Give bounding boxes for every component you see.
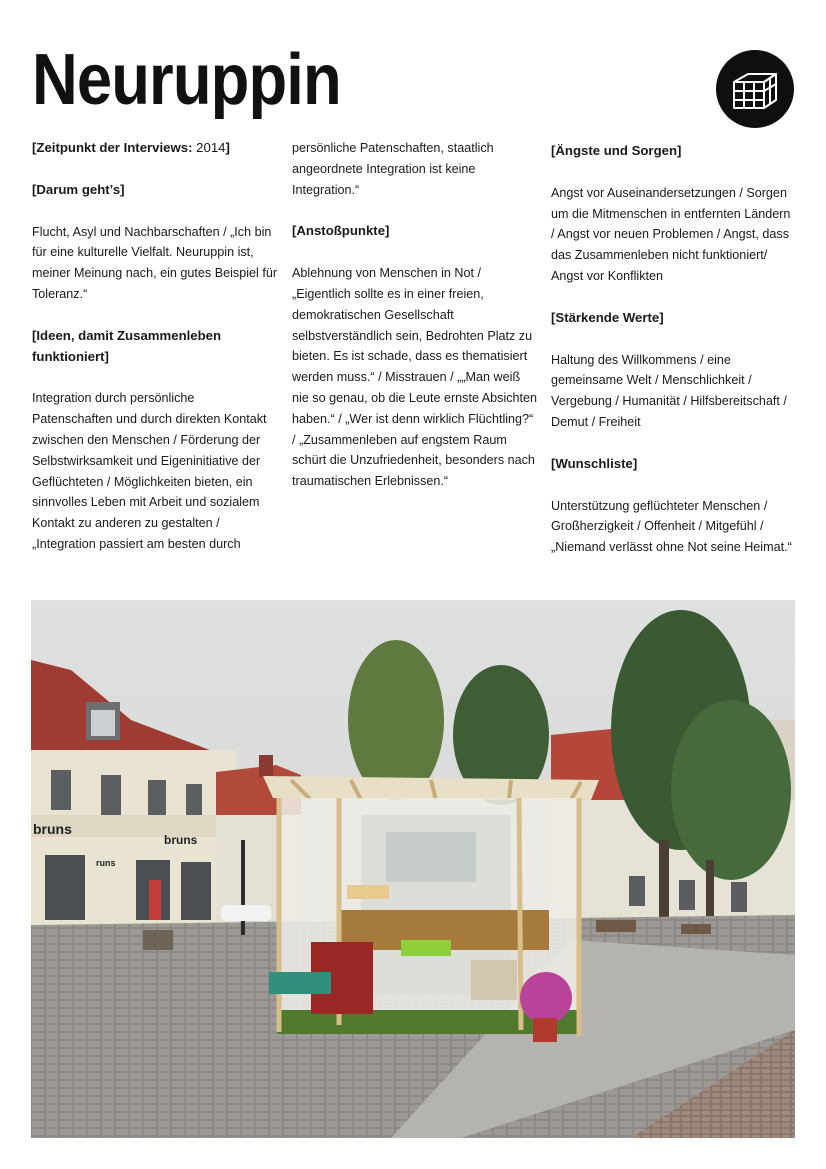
zeitpunkt-value: 2014 <box>196 140 226 155</box>
shop-sign-1: bruns <box>33 821 72 837</box>
darum-heading: [Darum geht’s] <box>32 181 125 197</box>
werte-text: Haltung des Willkommens / eine gemeinsame Welt / Menschlichkeit / Vergebung / Humanität / Hilfsbereitschaft / Demut / Freiheit <box>551 352 787 429</box>
page-title: Neuruppin <box>32 40 341 120</box>
darum-text: Flucht, Asyl und Nachbarschaften / „Ich bin für eine kulturelle Vielfalt. Neuruppin ist, meiner Meinung nach, ein gutes Beispiel für Toleranz.“ <box>32 224 278 301</box>
aengste-heading: [Ängste und Sorgen] <box>551 143 682 158</box>
photo-illustration <box>31 600 795 1138</box>
ideen-text-continued: persönliche Patenschaften, staatlich angeordnete Integration ist keine Integration.“ <box>292 141 494 197</box>
zeitpunkt-close: ] <box>225 140 230 155</box>
zeitpunkt-heading <box>32 138 278 159</box>
column-2 <box>292 138 538 513</box>
column-1 <box>32 138 278 576</box>
shop-sign-3: runs <box>96 858 116 868</box>
town-square-photo <box>31 600 795 1138</box>
werte-heading: [Stärkende Werte] <box>551 309 664 325</box>
anstoss-text: Ablehnung von Menschen in Not / „Eigentlich sollte es in einer freien, demokratischen Gesellschaft selbstverständlich sein, Bedrohten Platz zu bieten. Es ist schade, dass es thematisiert werden muss.“ / Misstrauen / „„Man weiß nie so genau, ob die Leute ernste Absichten haben.“ / „Wer ist denn wirklich Flüchtling?“ / „Zusammenleben auf engstem Raum schürt die Unzufriedenheit, besonders nach traumatischen Erlebnissen.“ <box>292 266 538 489</box>
wunsch-text: Unterstützung geflüchteter Menschen / Großherzigkeit / Offenheit / Mitgefühl / „Niemand verlässt ohne Not seine Heimat.“ <box>551 498 792 555</box>
pavilion <box>263 776 599 1042</box>
pavilion-logo-icon <box>716 50 794 128</box>
wunsch-heading: [Wunschliste] <box>551 455 638 471</box>
tree-left <box>348 640 444 800</box>
ideen-heading: [Ideen, damit Zusammenleben funktioniert] <box>32 327 222 364</box>
column-3 <box>551 141 795 579</box>
shop-sign-2: bruns <box>164 833 198 847</box>
ideen-text: Integration durch persönliche Patenschaften und durch direkten Kontakt zwischen den Menschen / Förderung der Selbstwirksamkeit und Eigeninitiative der Geflüchteten / Möglichkeiten bieten, ein sinnvolles Leben mit Arbeit und sozialem Kontakt zu anderen zu gestalten / „Integration passiert am besten durch <box>32 391 267 551</box>
aengste-text: Angst vor Auseinandersetzungen / Sorgen um die Mitmenschen in entfernten Ländern / Angst vor neuen Problemen / Angst, dass das Zusammenleben nicht funktioniert/ Angst vor Konflikten <box>551 185 791 283</box>
zeitpunkt-label: [Zeitpunkt der Interviews: <box>32 140 193 155</box>
anstoss-heading: [Anstoßpunkte] <box>292 223 390 239</box>
